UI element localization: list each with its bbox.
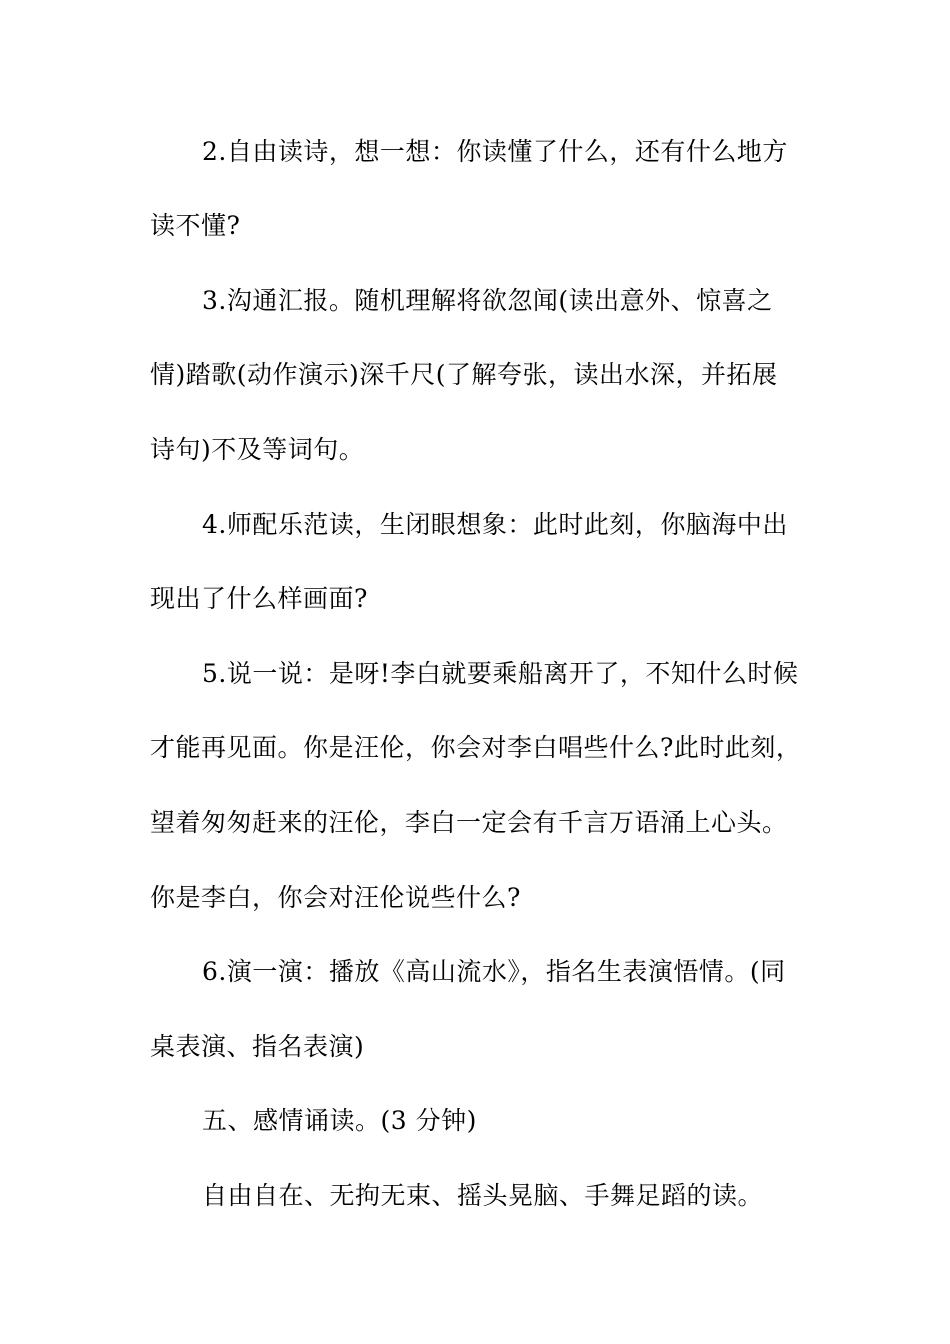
text-line: 自由自在、无拘无束、摇头晃脑、手舞足蹈的读。 [202, 1181, 764, 1210]
text-line: 读不懂? [150, 211, 241, 240]
text-line: 5.说一说：是呀!李白就要乘船离开了，不知什么时候 [202, 659, 799, 688]
text-line: 桌表演、指名表演) [150, 1032, 365, 1061]
text-line: 3.沟通汇报。随机理解将欲忽闻(读出意外、惊喜之 [202, 286, 773, 315]
text-line: 才能再见面。你是汪伦，你会对李白唱些什么?此时此刻， [150, 733, 802, 762]
text-line: 你是李白，你会对汪伦说些什么? [150, 883, 521, 912]
text-line: 现出了什么样画面? [150, 584, 368, 613]
text-line: 望着匆匆赶来的汪伦，李白一定会有千言万语涌上心头。 [150, 808, 788, 837]
text-line: 情)踏歌(动作演示)深千尺(了解夸张，读出水深，并拓展 [150, 360, 778, 389]
section-heading: 五、感情诵读。(3 分钟) [202, 1106, 477, 1135]
text-line: 2.自由读诗，想一想：你读懂了什么，还有什么地方 [202, 137, 788, 166]
text-line: 4.师配乐范读，生闭眼想象：此时此刻，你脑海中出 [202, 510, 788, 539]
text-line: 诗句)不及等词句。 [150, 435, 365, 464]
text-line: 6.演一演：播放《高山流水》，指名生表演悟情。(同 [202, 957, 786, 986]
